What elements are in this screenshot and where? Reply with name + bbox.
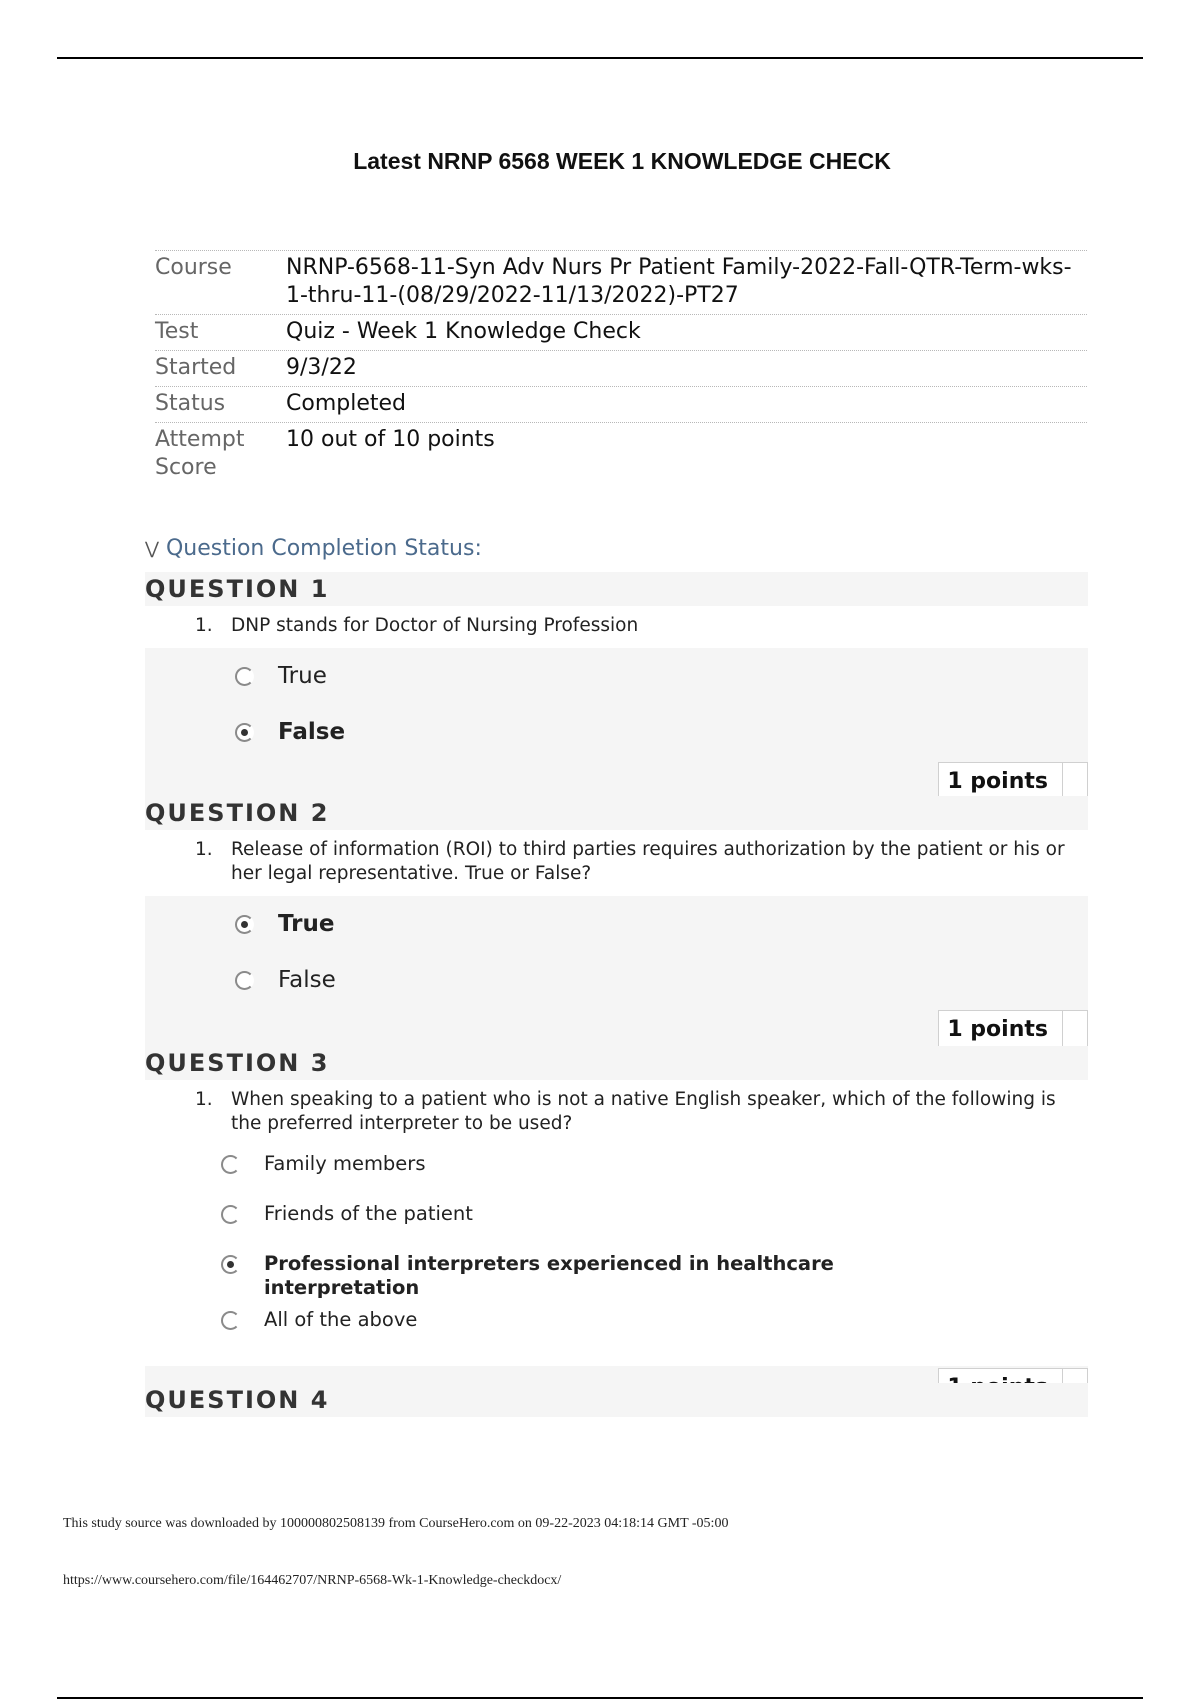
- radio-button-icon[interactable]: [235, 971, 254, 990]
- points-badge: [938, 762, 1088, 800]
- answer-option[interactable]: [145, 648, 1088, 704]
- detail-value: Completed: [286, 391, 406, 416]
- answer-label: Friends of the patient: [264, 1202, 473, 1225]
- question-completion-status-toggle[interactable]: [145, 536, 482, 561]
- answer-option-selected[interactable]: [145, 1244, 1088, 1300]
- detail-label: Started: [155, 355, 237, 380]
- answer-label: False: [278, 719, 346, 745]
- points-text: 1 points: [947, 768, 1048, 794]
- question-3: [145, 1046, 1088, 1410]
- answer-list: [145, 1144, 1088, 1350]
- answer-label: Professional interpreters experienced in healthcare interpretation: [264, 1252, 834, 1299]
- download-note: This study source was downloaded by 100000802508139 from CourseHero.com on 09-22-2023 04:18:14 GMT -05:00: [63, 1516, 729, 1531]
- answer-label: True: [278, 663, 327, 689]
- detail-row-course: [155, 250, 1087, 315]
- question-prompt: When speaking to a patient who is not a native English speaker, which of the following is the preferred interpreter to be used?: [231, 1089, 1056, 1134]
- question-4: [145, 1383, 1088, 1417]
- radio-button-icon[interactable]: [221, 1311, 240, 1330]
- radio-button-selected-icon[interactable]: [235, 915, 254, 934]
- radio-button-icon[interactable]: [235, 667, 254, 686]
- question-1: [145, 572, 1088, 804]
- detail-label: Attempt Score: [155, 427, 245, 480]
- points-badge: [938, 1010, 1088, 1048]
- question-header: QUESTION 4: [145, 1383, 1088, 1417]
- answer-option-selected[interactable]: [145, 896, 1088, 952]
- answer-label: True: [278, 911, 335, 937]
- answer-label: Family members: [264, 1152, 426, 1175]
- answer-list: [145, 648, 1088, 760]
- bottom-rule: [57, 1697, 1143, 1699]
- attempt-details-table: [155, 250, 1087, 486]
- top-rule: [57, 57, 1143, 59]
- detail-row-started: [155, 351, 1087, 387]
- detail-value: NRNP-6568-11-Syn Adv Nurs Pr Patient Family-2022-Fall-QTR-Term-wks-1-thru-11-(08/29/2022-11/13/2022)-PT27: [286, 255, 1072, 308]
- detail-label: Status: [155, 391, 226, 416]
- answer-option[interactable]: [145, 952, 1088, 1008]
- document-title: Latest NRNP 6568 WEEK 1 KNOWLEDGE CHECK: [353, 148, 891, 174]
- completion-status-label: Question Completion Status:: [165, 536, 482, 561]
- source-url[interactable]: https://www.coursehero.com/file/164462707/NRNP-6568-Wk-1-Knowledge-checkdocx/: [63, 1573, 562, 1588]
- radio-button-icon[interactable]: [221, 1205, 240, 1224]
- points-box: [1062, 1011, 1087, 1047]
- answer-option[interactable]: [145, 1194, 1088, 1244]
- question-2: [145, 796, 1088, 1052]
- detail-label: Course: [155, 255, 232, 280]
- question-header: QUESTION 3: [145, 1046, 1088, 1080]
- question-text: [195, 1088, 1088, 1136]
- question-prompt: Release of information (ROI) to third parties requires authorization by the patient or his or her legal representative. True or False?: [231, 839, 1065, 884]
- question-header: QUESTION 1: [145, 572, 1088, 606]
- detail-label: Test: [155, 319, 199, 344]
- question-header: QUESTION 2: [145, 796, 1088, 830]
- detail-row-status: [155, 387, 1087, 423]
- question-text: [195, 838, 1088, 886]
- points-box: [1062, 763, 1087, 799]
- question-prompt: DNP stands for Doctor of Nursing Profession: [231, 615, 639, 636]
- radio-button-selected-icon[interactable]: [235, 723, 254, 742]
- answer-option[interactable]: [145, 1300, 1088, 1350]
- radio-button-selected-icon[interactable]: [221, 1255, 240, 1274]
- points-text: 1 points: [947, 1016, 1048, 1042]
- detail-value: 10 out of 10 points: [286, 427, 495, 452]
- double-chevron-down-icon: ⋁: [145, 538, 159, 559]
- question-number: 1.: [195, 839, 213, 860]
- answer-list: [145, 896, 1088, 1008]
- radio-button-icon[interactable]: [221, 1155, 240, 1174]
- answer-option-selected[interactable]: [145, 704, 1088, 760]
- detail-row-test: [155, 315, 1087, 351]
- answer-option[interactable]: [145, 1144, 1088, 1194]
- answer-label: All of the above: [264, 1308, 418, 1331]
- question-text: [195, 614, 1088, 638]
- detail-row-attempt-score: [155, 423, 1087, 486]
- question-number: 1.: [195, 1089, 213, 1110]
- answer-label: False: [278, 967, 336, 993]
- detail-value: 9/3/22: [286, 355, 357, 380]
- question-number: 1.: [195, 615, 213, 636]
- detail-value: Quiz - Week 1 Knowledge Check: [286, 319, 641, 344]
